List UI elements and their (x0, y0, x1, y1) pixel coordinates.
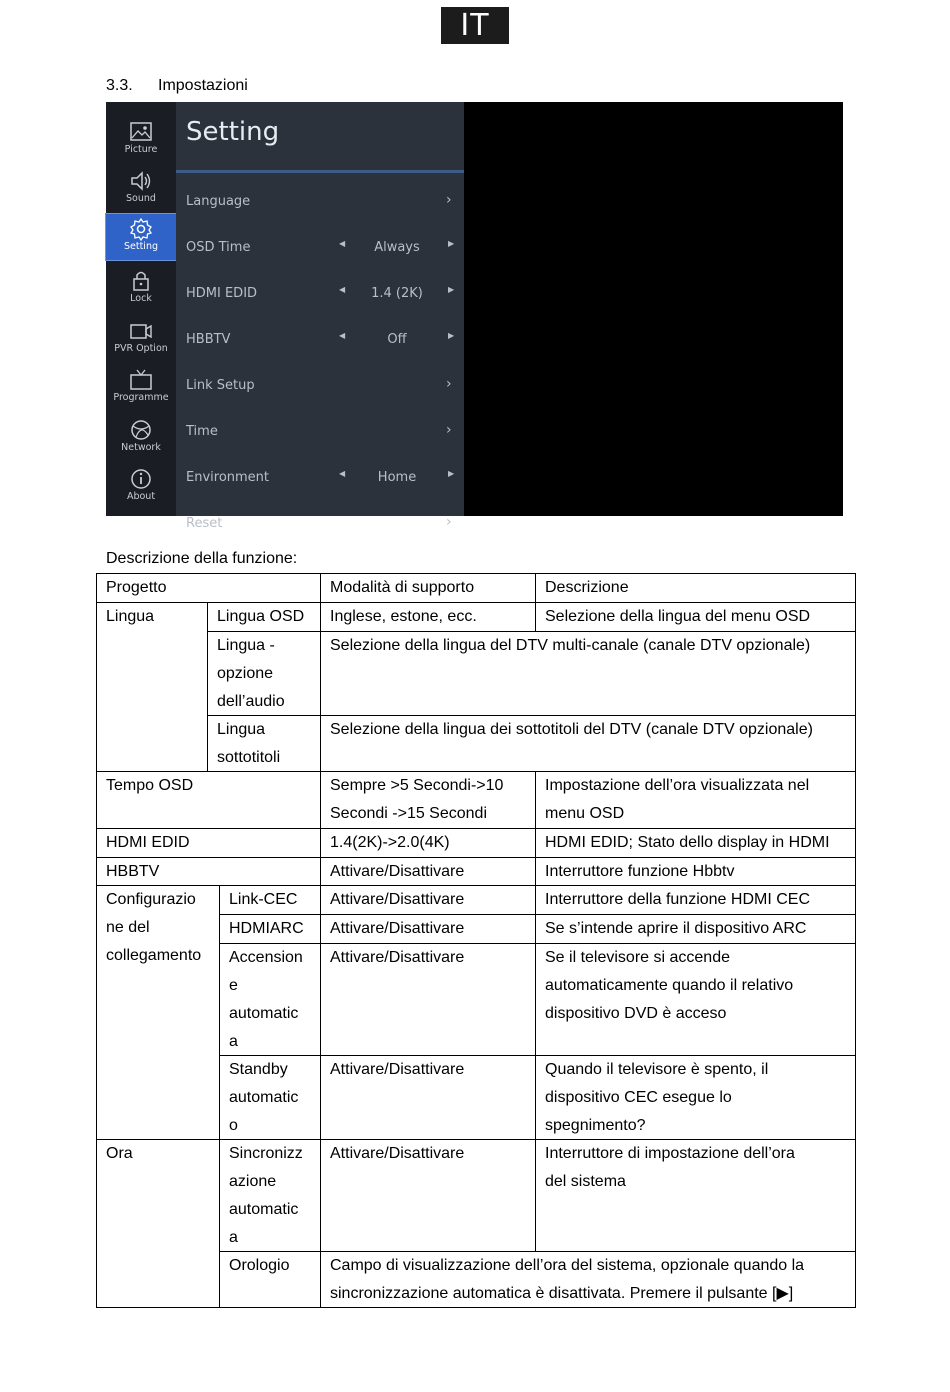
table-border (96, 573, 97, 1308)
sidebar-item-label: About (126, 491, 156, 502)
sidebar-item-sound[interactable] (106, 166, 176, 212)
menu-row-label: Link Setup (186, 378, 255, 393)
sidebar-item-label: Programme (113, 392, 169, 403)
text-line: e (229, 977, 238, 994)
tv-panel-title: Setting (186, 117, 280, 147)
menu-row-label: Time (186, 424, 218, 439)
text-line: dispositivo CEC esegue lo (545, 1089, 732, 1106)
table-border (207, 602, 208, 771)
menu-row-label: Language (186, 194, 251, 209)
cell-hdmi-edid-mode: 1.4(2K)->2.0(4K) (330, 834, 450, 851)
row-group-ora: Ora (106, 1145, 133, 1162)
cell-auto-sync-desc (545, 1140, 795, 1196)
cell-lingua-audio-desc: Selezione della lingua del DTV multi-canale (canale DTV opzionale) (330, 637, 811, 654)
sidebar-item-label: PVR Option (114, 343, 168, 354)
text-line: opzione (217, 665, 274, 682)
arrow-left-icon[interactable]: ◀ (339, 285, 346, 294)
row-hdmi-edid: HDMI EDID (106, 834, 190, 851)
menu-row-osd-time[interactable] (176, 226, 464, 270)
chevron-right-icon: › (446, 376, 452, 392)
gear-icon (128, 217, 154, 241)
text-line: Impostazione dell’ora visualizzata nel (545, 777, 810, 794)
table-border (535, 573, 536, 631)
cell-auto-standby-desc (545, 1056, 768, 1140)
cell-auto-power-on (229, 944, 303, 1056)
camera-icon (128, 319, 154, 343)
menu-row-label: Reset (186, 516, 223, 531)
arrow-right-icon[interactable]: ▶ (448, 469, 455, 478)
menu-row-hbbtv[interactable] (176, 318, 464, 362)
arrow-left-icon[interactable]: ◀ (339, 331, 346, 340)
text-line: Accension (229, 949, 303, 966)
cell-auto-sync (229, 1140, 303, 1252)
menu-row-environment[interactable] (176, 456, 464, 500)
arrow-right-icon[interactable]: ▶ (448, 239, 455, 248)
lock-icon (128, 269, 154, 293)
cell-link-cec-desc: Interruttore della funzione HDMI CEC (545, 891, 810, 908)
text-line: Standby (229, 1061, 288, 1078)
cell-auto-power-on-mode: Attivare/Disattivare (330, 949, 465, 966)
text-line: automatic (229, 1201, 299, 1218)
text-line: Se il televisore si accende (545, 949, 730, 966)
menu-row-value: Always (374, 240, 420, 255)
text-line: dell’audio (217, 693, 285, 710)
text-line: automatic (229, 1089, 299, 1106)
tv-settings-panel (176, 102, 464, 531)
table-border (855, 573, 856, 1308)
arrow-right-icon[interactable]: ▶ (448, 331, 455, 340)
language-badge: IT (441, 7, 509, 44)
menu-row-value: Home (377, 470, 417, 485)
text-line: ne del (106, 919, 150, 936)
cell-hdmiarc: HDMIARC (229, 920, 304, 937)
table-border (219, 885, 220, 1307)
cell-lingua-subtitles-desc: Selezione della lingua dei sottotitoli del DTV (canale DTV opzionale) (330, 721, 813, 738)
text-line: azione (229, 1173, 277, 1190)
text-line: dispositivo DVD è acceso (545, 1005, 727, 1022)
description-label: Descrizione della funzione: (106, 550, 298, 567)
chevron-right-icon: › (446, 514, 452, 530)
tv-menu-screenshot (106, 102, 843, 531)
row-hbbtv: HBBTV (106, 863, 160, 880)
menu-row-time[interactable] (176, 410, 464, 454)
arrow-left-icon[interactable]: ◀ (339, 469, 346, 478)
text-line: menu OSD (545, 805, 625, 822)
header-project: Progetto (106, 579, 167, 596)
picture-icon (128, 120, 154, 144)
text-line: Sempre >5 Secondi->10 (330, 777, 504, 794)
arrow-left-icon[interactable]: ◀ (339, 239, 346, 248)
table-border (96, 573, 856, 574)
chevron-right-icon: › (446, 192, 452, 208)
row-tempo-osd: Tempo OSD (106, 777, 194, 794)
menu-row-value: Off (387, 332, 407, 347)
info-icon (128, 467, 154, 491)
sidebar-item-label: Network (121, 442, 161, 453)
tv-title-underline (176, 170, 464, 173)
text-line: Lingua (217, 721, 266, 738)
cell-hdmiarc-mode: Attivare/Disattivare (330, 920, 465, 937)
menu-row-hdmi-edid[interactable] (176, 272, 464, 316)
text-line: Sincronizz (229, 1145, 303, 1162)
menu-row-language[interactable] (176, 180, 464, 224)
cell-lingua-osd-mode: Inglese, estone, ecc. (330, 608, 477, 625)
sidebar-item-label: Lock (130, 293, 152, 304)
section-heading (106, 77, 248, 95)
row-group-link (106, 886, 201, 970)
header-mode: Modalità di supporto (330, 579, 475, 596)
sidebar-item-pvr-option[interactable] (106, 316, 176, 362)
cell-hbbtv-mode: Attivare/Disattivare (330, 863, 465, 880)
text-line: Interruttore di impostazione dell’ora (545, 1145, 795, 1162)
cell-auto-standby (229, 1056, 298, 1140)
text-line: Secondi ->15 Secondi (330, 805, 487, 822)
menu-row-label: HDMI EDID (186, 286, 258, 301)
cell-link-cec: Link-CEC (229, 891, 298, 908)
cell-tempo-osd-mode (330, 772, 503, 828)
cell-lingua-subtitles (217, 716, 280, 772)
sidebar-item-network[interactable] (106, 415, 176, 461)
text-line: Configurazio (106, 891, 196, 908)
sidebar-item-picture[interactable] (106, 117, 176, 163)
cell-lingua-osd-desc: Selezione della lingua del menu OSD (545, 608, 811, 625)
chevron-right-icon: › (446, 422, 452, 438)
text-line: a (229, 1229, 238, 1246)
globe-icon (128, 418, 154, 442)
text-line: Campo di visualizzazione dell’ora del sistema, opzionale quando la (330, 1257, 805, 1274)
sidebar-item-lock[interactable] (106, 266, 176, 312)
text-line: del sistema (545, 1173, 626, 1190)
sidebar-item-label: Setting (123, 241, 158, 252)
text-line: sottotitoli (217, 749, 281, 766)
text-line: a (229, 1033, 238, 1050)
cell-link-cec-mode: Attivare/Disattivare (330, 891, 465, 908)
speaker-icon (128, 169, 154, 193)
cell-auto-power-on-desc (545, 944, 793, 1028)
text-line: sincronizzazione automatica è disattivata. Premere il pulsante [▶] (330, 1285, 794, 1302)
text-line: Lingua - (217, 637, 275, 654)
menu-row-label: Environment (186, 470, 270, 485)
sidebar-item-programme[interactable] (106, 365, 176, 411)
section-title: Impostazioni (158, 77, 248, 94)
tv-icon (128, 368, 154, 392)
table-border (320, 573, 321, 1308)
cell-hdmiarc-desc: Se s’intende aprire il dispositivo ARC (545, 920, 807, 937)
menu-row-value: 1.4 (2K) (371, 286, 423, 301)
cell-tempo-osd-desc (545, 772, 809, 828)
section-number: 3.3. (106, 77, 133, 94)
cell-auto-standby-mode: Attivare/Disattivare (330, 1061, 465, 1078)
sidebar-item-about[interactable] (106, 464, 176, 510)
text-line: spegnimento? (545, 1117, 646, 1134)
text-line: collegamento (106, 947, 202, 964)
menu-row-label: OSD Time (186, 240, 251, 255)
cell-hdmi-edid-desc: HDMI EDID; Stato dello display in HDMI (545, 834, 830, 851)
sidebar-item-label: Sound (126, 193, 156, 204)
text-line: automatic (229, 1005, 299, 1022)
arrow-right-icon[interactable]: ▶ (448, 285, 455, 294)
table-border (535, 771, 536, 1251)
table-border (96, 857, 856, 858)
sidebar-item-label: Picture (124, 144, 158, 155)
cell-lingua-osd: Lingua OSD (217, 608, 305, 625)
menu-row-link-setup[interactable] (176, 364, 464, 408)
cell-auto-sync-mode: Attivare/Disattivare (330, 1145, 465, 1162)
row-group-lingua: Lingua (106, 608, 155, 625)
menu-row-label: HBBTV (186, 332, 231, 347)
cell-lingua-audio (217, 632, 285, 716)
menu-row-reset[interactable] (176, 502, 464, 546)
sidebar-item-setting[interactable] (106, 214, 176, 260)
cell-hbbtv-desc: Interruttore funzione Hbbtv (545, 863, 735, 880)
text-line: o (229, 1117, 238, 1134)
header-description: Descrizione (545, 579, 629, 596)
cell-clock-desc (330, 1252, 804, 1308)
tv-sidebar (106, 102, 176, 516)
text-line: automaticamente quando il relativo (545, 977, 794, 994)
cell-clock: Orologio (229, 1257, 290, 1274)
text-line: Quando il televisore è spento, il (545, 1061, 769, 1078)
